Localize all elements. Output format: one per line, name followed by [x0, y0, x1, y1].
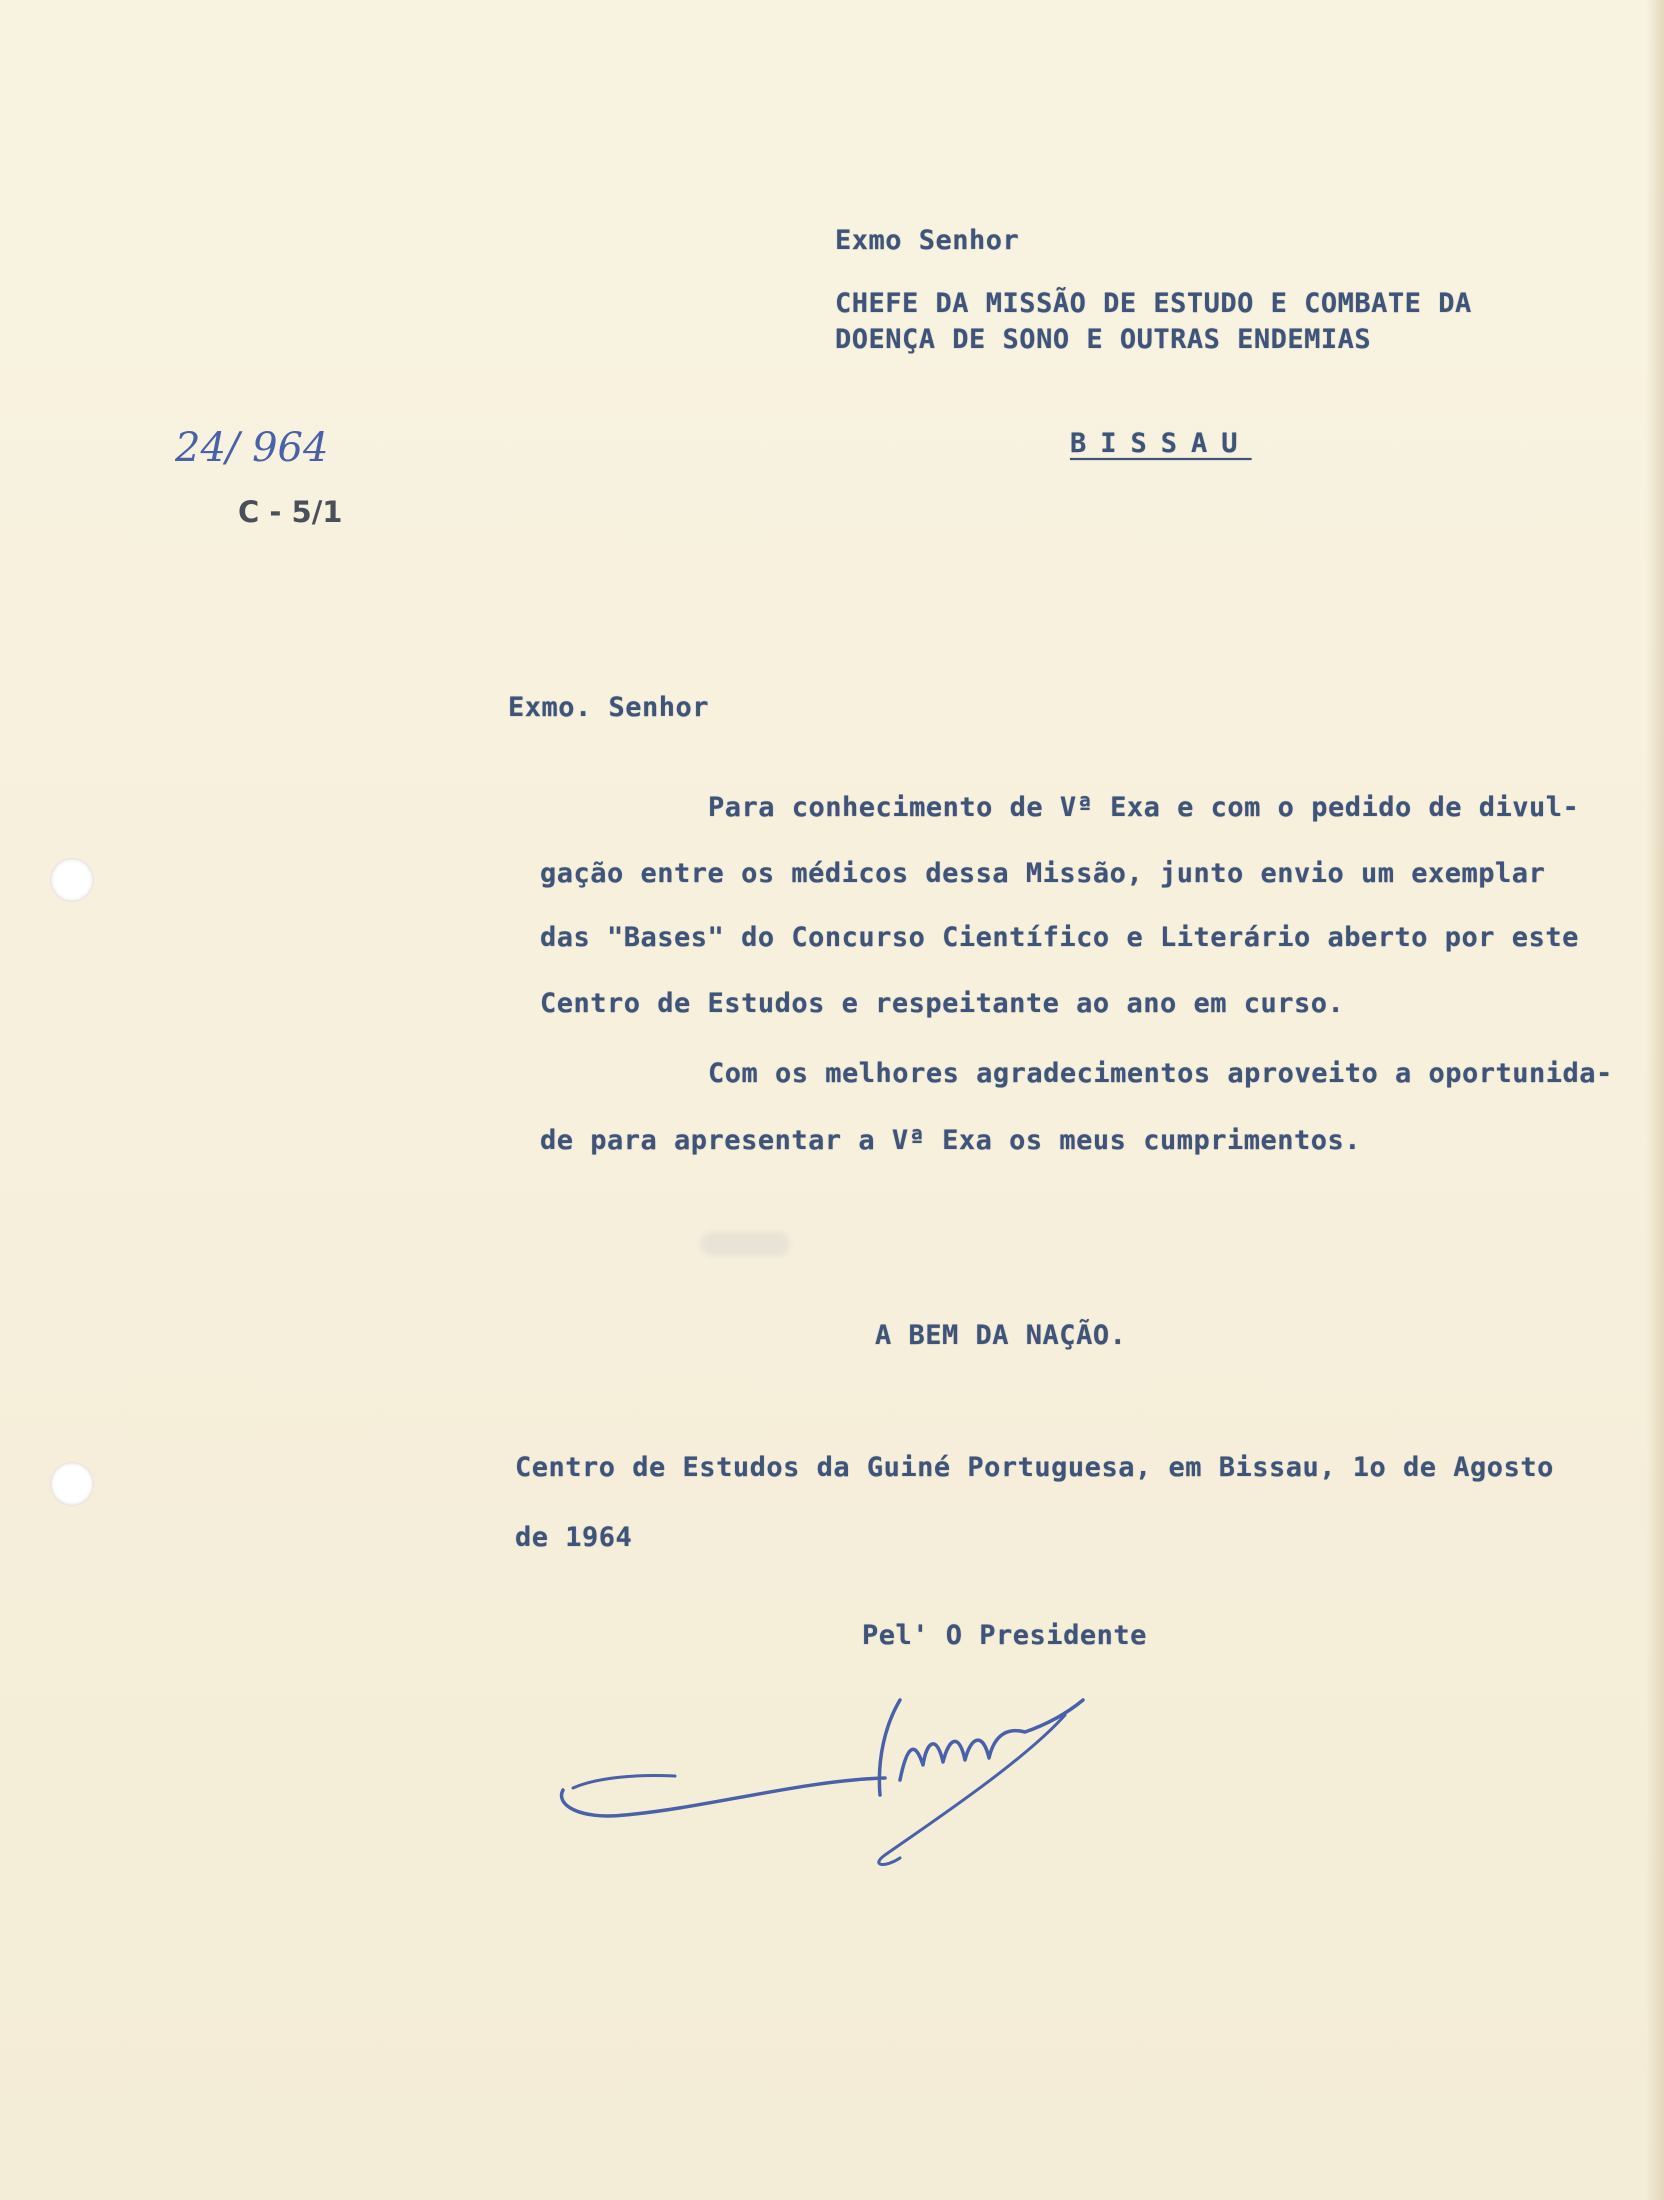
- letter-greeting: Exmo. Senhor: [508, 692, 710, 723]
- handwritten-reference: 24/ 964: [175, 425, 329, 471]
- addressee-title-line-1: CHEFE DA MISSÃO DE ESTUDO E COMBATE DA: [835, 288, 1472, 319]
- body-line-5: Com os melhores agradecimentos aproveito a oportunida-: [708, 1058, 1613, 1089]
- closing-motto: A BEM DA NAÇÃO.: [875, 1320, 1127, 1351]
- signature: [555, 1670, 1195, 1880]
- body-line-3: das "Bases" do Concurso Científico e Literário aberto por este: [540, 922, 1579, 953]
- signatory: Pel' O Presidente: [862, 1620, 1147, 1651]
- file-code: C - 5/1: [238, 495, 343, 529]
- punch-hole-top: [50, 858, 94, 902]
- place-date-line-1: Centro de Estudos da Guiné Portuguesa, em Bissau, 1o de Agosto: [515, 1452, 1554, 1483]
- body-line-1: Para conhecimento de Vª Exa e com o pedido de divul-: [708, 792, 1580, 823]
- body-line-4: Centro de Estudos e respeitante ao ano em curso.: [540, 988, 1345, 1019]
- ink-smudge: [700, 1232, 790, 1256]
- body-line-6: de para apresentar a Vª Exa os meus cumprimentos.: [540, 1125, 1362, 1156]
- addressee-city: BISSAU: [1070, 428, 1252, 459]
- paper-edge: [1646, 0, 1664, 2200]
- addressee-title-line-2: DOENÇA DE SONO E OUTRAS ENDEMIAS: [835, 324, 1372, 355]
- punch-hole-bottom: [50, 1462, 94, 1506]
- body-line-2: gação entre os médicos dessa Missão, junto envio um exemplar: [540, 858, 1546, 889]
- addressee-salutation: Exmo Senhor: [835, 225, 1020, 256]
- place-date-line-2: de 1964: [515, 1522, 633, 1553]
